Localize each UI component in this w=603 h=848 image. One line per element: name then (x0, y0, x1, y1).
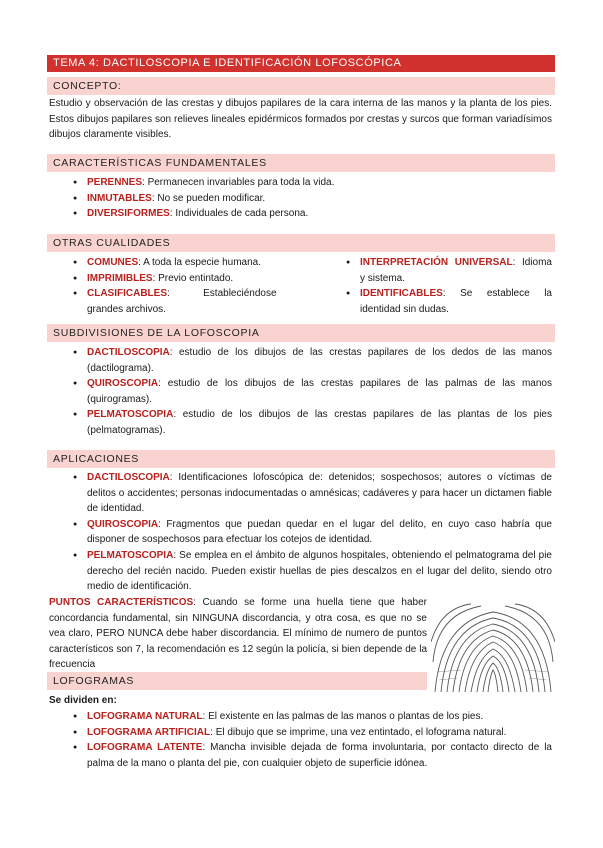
desc: : No se pueden modificar. (151, 192, 266, 204)
document-title: TEMA 4: DACTILOSCOPIA E IDENTIFICACIÓN LOFOSCÓPICA (47, 55, 555, 72)
desc: : estudio de los dibujos de las crestas papilares de las plantas de los pies (pelmatogramas). (87, 409, 552, 436)
term: DACTILOSCOPIA (87, 472, 170, 483)
term: QUIROSCOPIA (87, 518, 159, 530)
desc: : estudio de los dibujos de las crestas papilares de las palmas de las manos (quirogramas). (87, 378, 552, 405)
desc: : Fragmentos que puedan quedar en el lugar del delito, en cuyo caso habría que disponer de sospechosos para efectuar los cotejos de identidad. (87, 518, 552, 546)
list-item (322, 255, 552, 286)
term: INTERPRETACIÓN UNIVERSAL (360, 257, 513, 268)
desc: : Mancha invisible dejada de forma involuntaria, por contacto directo de la palma de la mano o planta del pie, con cualquier objeto de superficie idónea. (87, 742, 552, 769)
section-header-concepto: CONCEPTO: (47, 77, 555, 95)
term: LOFOGRAMA ARTIFICIAL (87, 726, 211, 738)
term: DIVERSIFORMES (87, 208, 170, 220)
puntos-caracteristicos-paragraph (49, 595, 427, 673)
subdivisiones-list (49, 345, 552, 439)
desc: : Idioma y sistema. (360, 257, 552, 284)
desc: : Se establece la identidad sin dudas. (360, 288, 552, 315)
caracteristicas-list (49, 175, 552, 222)
list-item (322, 286, 552, 317)
concepto-text: Estudio y observación de las crestas y dibujos papilares de la cara interna de las manos y la planta de los pies. Estos dibujos papilares son relieves lineales epidérmicos formados por crestas y surcos que forman variadísimos dibujos claramente visibles. (49, 98, 552, 141)
term: IMPRIMIBLES (87, 272, 153, 284)
section-header-lofogramas: LOFOGRAMAS (47, 672, 427, 690)
desc: : Identificaciones lofoscópica de: detenidos; sospechosos; autores o víctimas de delitos o accidentes; personas indocumentadas o amnésicas; cadáveres y para hacer un dictamen fiable de identidad. (87, 472, 552, 515)
desc: : El dibujo que se imprime, una vez entintado, el lofograma natural. (210, 726, 507, 738)
otras-list-left (49, 255, 295, 317)
term: INMUTABLES (87, 192, 152, 204)
list-item (49, 345, 552, 376)
section-header-otras: OTRAS CUALIDADES (47, 234, 555, 252)
desc: : Permanecen invariables para toda la vida. (142, 177, 335, 188)
lofogramas-list (49, 709, 552, 771)
list-item (49, 191, 552, 207)
list-item (49, 175, 552, 191)
desc: : Estableciéndose grandes archivos. (87, 288, 280, 315)
term: PERENNES (87, 177, 143, 188)
term: IDENTIFICABLES (360, 288, 443, 300)
fingerprint-icon (431, 602, 555, 694)
list-item (49, 517, 552, 548)
section-header-subdivisiones: SUBDIVISIONES DE LA LOFOSCOPIA (47, 324, 555, 342)
term: LOFOGRAMA NATURAL (87, 711, 203, 722)
desc: : estudio de los dibujos de las crestas papilares de los dedos de las manos (dactilograma). (87, 347, 552, 374)
desc: : Cuando se forme una huella tiene que haber concordancia fundamental, sin NINGUNA discordancia, y otra cosa, es que no se vea claro, PERO NUNCA debe haber discordancia. El mínimo de numero de puntos característicos son 7, la recomendación es 12 según la policía, si bien depende de la frecuencia (49, 597, 427, 671)
term: LOFOGRAMA LATENTE (87, 742, 203, 754)
term: DACTILOSCOPIA (87, 347, 170, 358)
list-item (49, 548, 552, 595)
section-header-aplicaciones: APLICACIONES (47, 450, 555, 468)
desc: : El existente en las palmas de las manos o plantas de los pies. (202, 711, 484, 722)
term: QUIROSCOPIA (87, 378, 159, 390)
term: PUNTOS CARACTERÍSTICOS (49, 597, 194, 608)
list-item (49, 709, 552, 725)
list-item (49, 725, 552, 741)
lofogramas-intro: Se dividen en: (49, 695, 117, 706)
list-item (49, 286, 295, 317)
aplicaciones-list (49, 470, 552, 595)
section-header-caracteristicas: CARACTERÍSTICAS FUNDAMENTALES (47, 154, 555, 172)
desc: : Se emplea en el ámbito de algunos hospitales, obteniendo el pelmatograma del pie derecho del recién nacido. Pueden existir huellas de pies descalzos en el lugar del delito, siendo otro medio de identificación. (87, 549, 552, 593)
desc: : A toda la especie humana. (138, 257, 261, 268)
desc: : Individuales de cada persona. (169, 208, 309, 220)
list-item (49, 740, 552, 771)
term: COMUNES (87, 257, 139, 268)
term: PELMATOSCOPIA (87, 409, 174, 421)
list-item (49, 376, 552, 407)
term: PELMATOSCOPIA (87, 549, 174, 561)
list-item (49, 407, 552, 438)
term: CLASIFICABLES (87, 288, 167, 300)
list-item (49, 206, 552, 222)
list-item (49, 271, 295, 287)
list-item (49, 470, 552, 517)
desc: : Previo entintado. (152, 272, 234, 284)
list-item (49, 255, 295, 271)
otras-list-right (322, 255, 552, 317)
